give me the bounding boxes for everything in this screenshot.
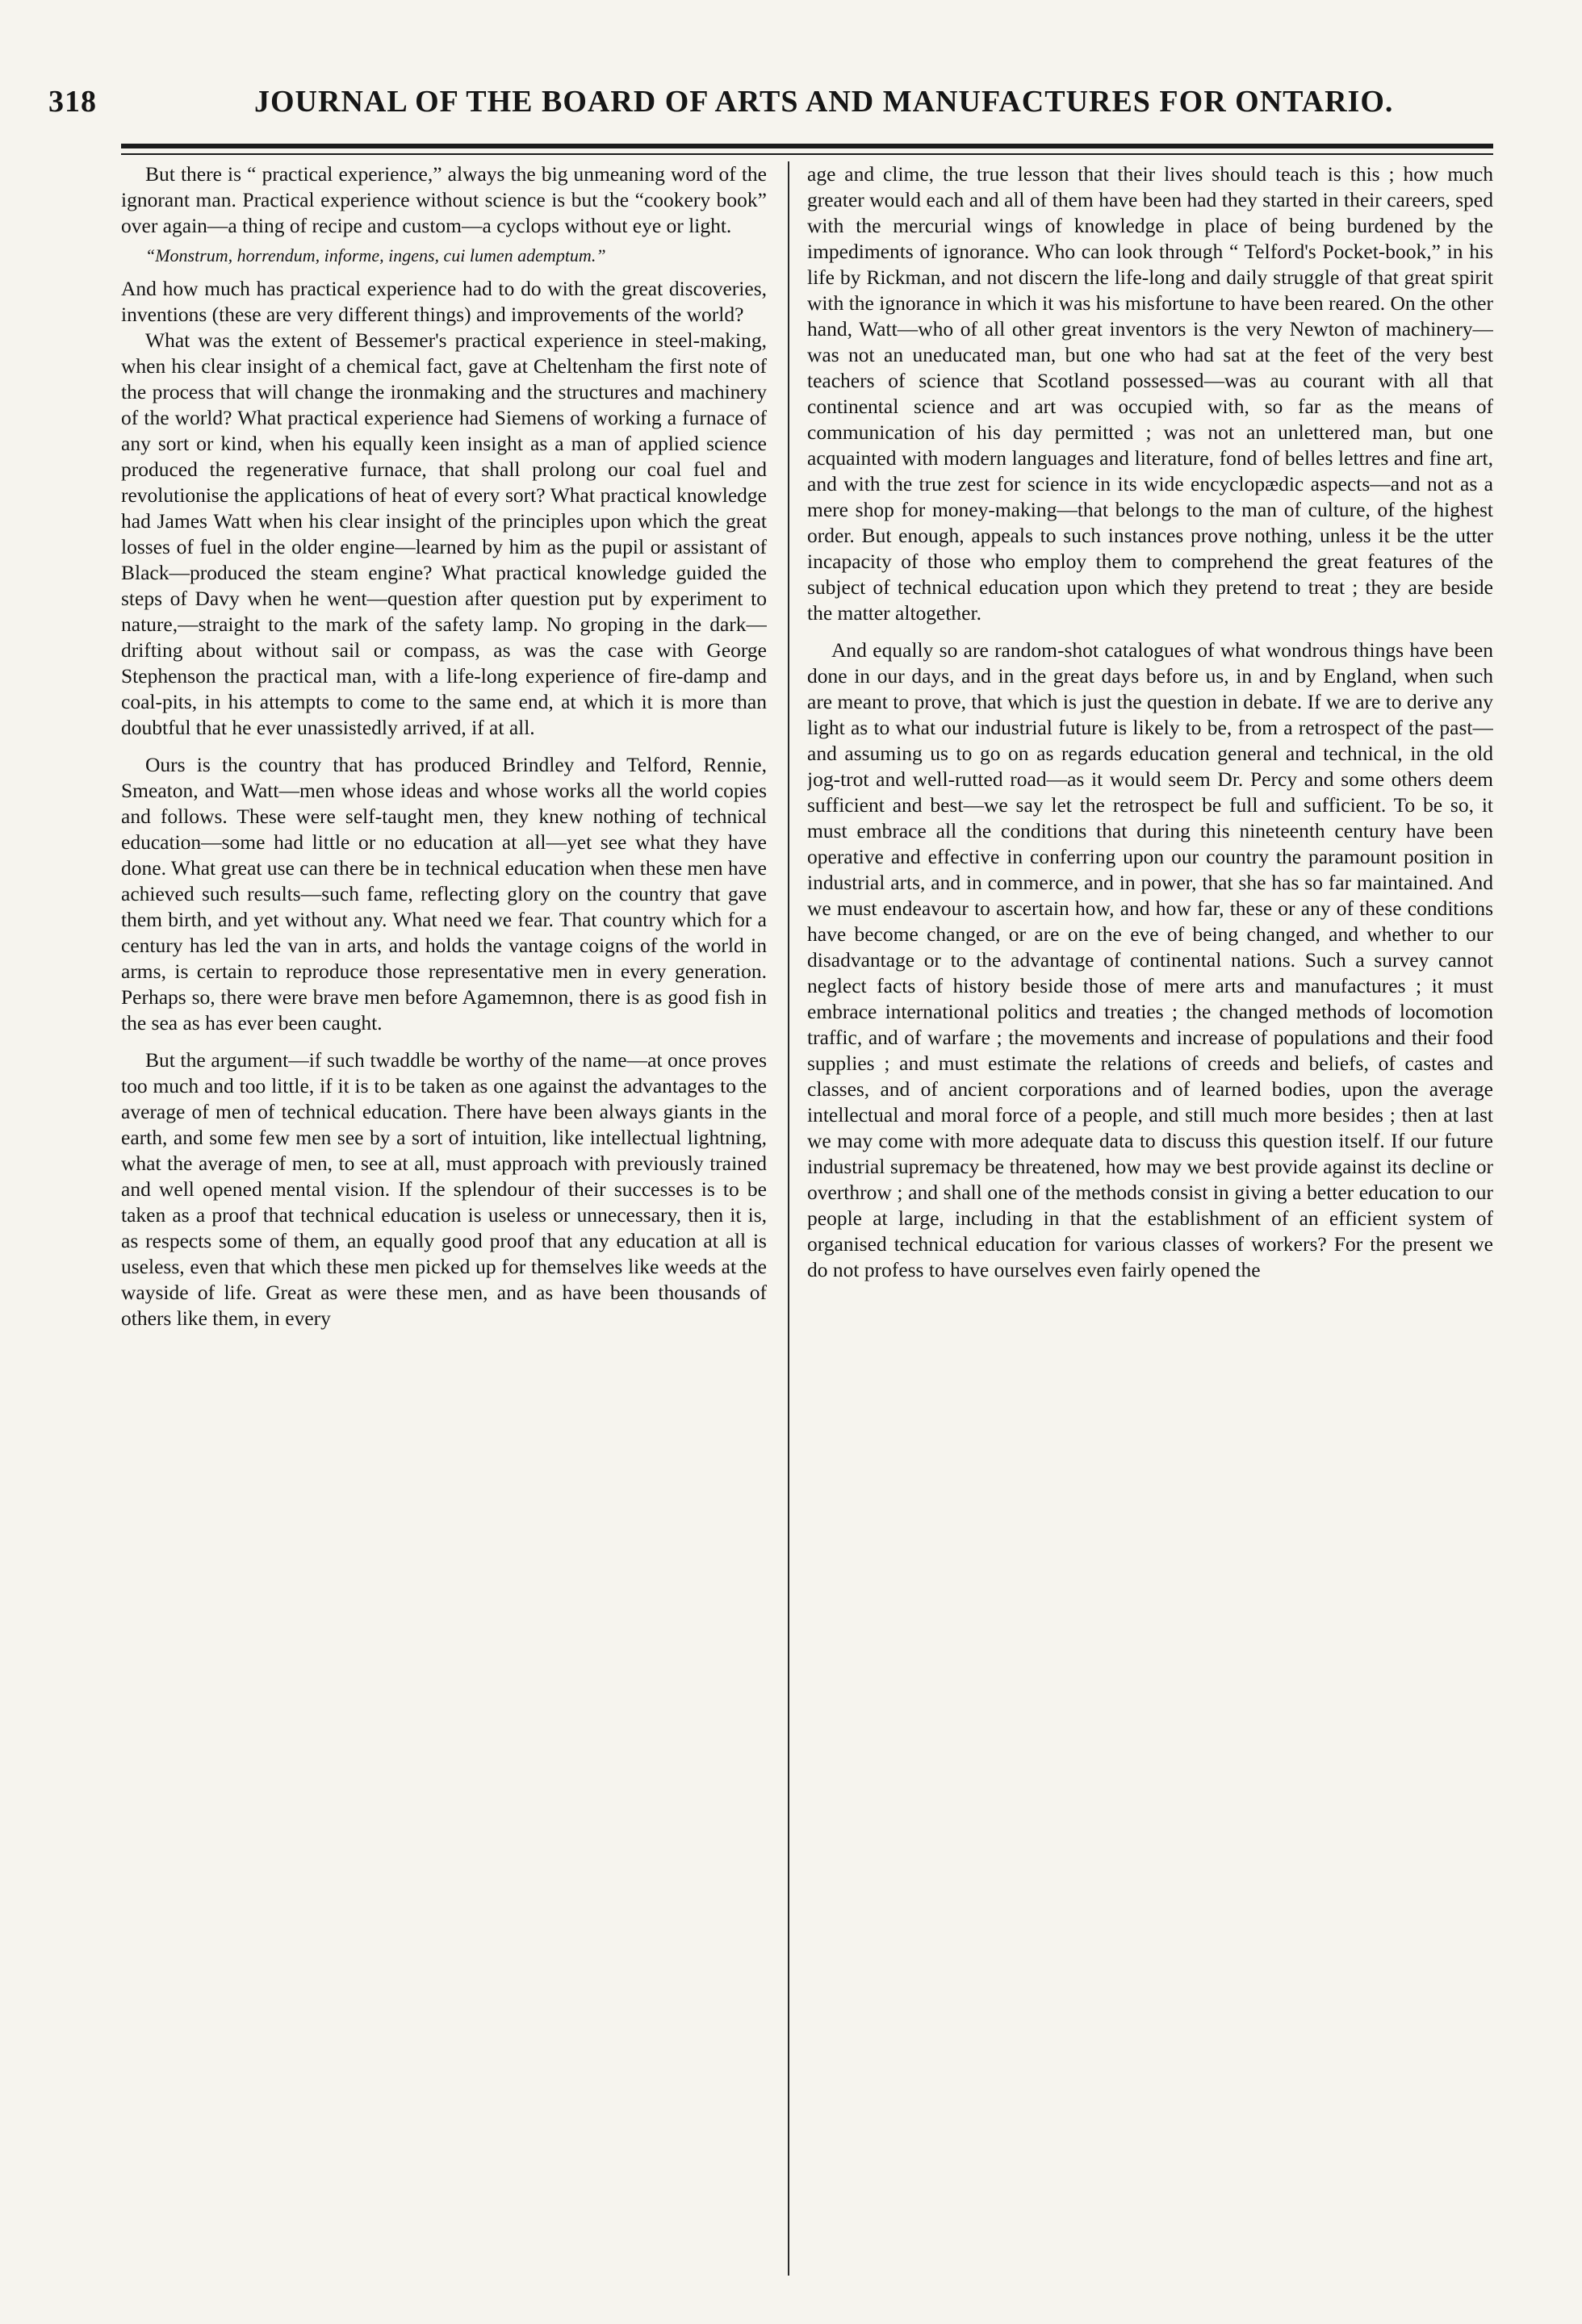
right-column: [807, 161, 1493, 2284]
page-number: 318: [48, 85, 97, 119]
paragraph: Ours is the country that has produced Brindley and Telford, Rennie, Smeaton, and Watt—men whose ideas and whose works all the world copies and follows. These were self-taught men, they knew nothing of technical education—some had little or no education at all—yet see what they have done. What great use can there be in technical education when these men have achieved such results—such fame, reflecting glory on the country that gave them birth, and yet without any. What need we fear. That country which for a century has led the van in arts, and holds the vantage coigns of the world in arms, is certain to reproduce those representative men in every generation. Perhaps so, there were brave men before Agamemnon, there is as good fish in the sea as has ever been caught.: [121, 753, 767, 1035]
running-header: [48, 84, 1501, 132]
paragraph: And equally so are random-shot catalogues of what wondrous things have been done in our days, and in the great days before us, in and by England, when such are meant to prove, that which is just the question in debate. If we are to derive any light as to what our industrial future is likely to be, from a retrospect of the past—and assuming us to go on as regards education general and technical, in the old jog-trot and well-rutted road—as it would seem Dr. Percy and some others deem sufficient and best—we say let the retrospect be full and sufficient. To be so, it must embrace all the conditions that during this nineteenth century have been operative and effective in conferring upon our country the paramount position in industrial arts, and in commerce, and in power, that she has so far maintained. And we must endeavour to ascertain how, and how far, these or any of these conditions have become changed, or are on the eve of being changed, and whether to our disadvantage or to the advantage of continental nations. Such a survey cannot neglect facts of history beside those of mere arts and manufactures ; it must embrace international politics and treaties ; the changed methods of locomotion traffic, and of warfare ; the movements and increase of populations and their food supplies ; and must estimate the relations of creeds and beliefs, of castes and classes, and of ancient corporations and of learned bodies, upon the average intellectual and moral force of a people, and still much more besides ; then at last we may come with more adequate data to discuss this question itself. If our future industrial supremacy be threatened, how may we best provide against its decline or overthrow ; and shall one of the methods consist in giving a better education to our people at large, including in that the establishment of an efficient system of organised technical education for various classes of workers? For the present we do not profess to have ourselves even fairly opened the: [807, 638, 1493, 1281]
header-thin-rule: [121, 153, 1493, 155]
paragraph: What was the extent of Bessemer's practical experience in steel-making, when his clear insight of a chemical fact, gave at Cheltenham the first note of the process that will change the ironmaking and the structures and machinery of the world? What practical experience had Siemens of working a furnace of any sort or kind, when his equally keen insight as a man of applied science produced the regenerative furnace, that shall prolong our coal fuel and revolutionise the applications of heat of every sort? What practical knowledge had James Watt when his clear insight of the principles upon which the great losses of fuel in the older engine—learned by him as the pupil or assistant of Black—produced the steam engine? What practical knowledge guided the steps of Davy when he went—question after question put by experiment to nature,—straight to the mark of the safety lamp. No groping in the dark—drifting about without sail or compass, as was the case with George Stephenson the practical man, with a life-long experience of fire-damp and coal-pits, in his attempts to come to the same end, at which it is more than doubtful that he ever unassistedly arrived, if at all.: [121, 328, 767, 739]
paragraph: But the argument—if such twaddle be worthy of the name—at once proves too much and too little, if it is to be taken as one against the advantages to the average of men of technical education. There have been always giants in the earth, and some few men see by a sort of intuition, like intellectual lightning, what the average of men, to see at all, must approach with previously trained and well opened mental vision. If the splendour of their successes is to be taken as a proof that technical education is useless or unnecessary, then it is, as respects some of them, an equally good proof that any education at all is useless, even that which these men picked up for themselves like weeds at the wayside of life. Great as were these men, and as have been thousands of others like them, in every: [121, 1048, 767, 1330]
paragraph: And how much has practical experience had to do with the great discoveries, inventions (these are very different things) and improvements of the world?: [121, 277, 767, 326]
journal-title: JOURNAL OF THE BOARD OF ARTS AND MANUFACTURES FOR ONTARIO.: [254, 85, 1394, 119]
column-divider: [788, 161, 789, 2276]
left-column: [121, 161, 767, 2284]
paragraph: age and clime, the true lesson that their lives should teach is this ; how much greater would each and all of them have been had they started in their careers, sped with the mercurial wings of knowledge in place of being burdened by the impediments of ignorance. Who can look through “ Telford's Pocket-book,” in his life by Rickman, and not discern the life-long and daily struggle of that great spirit with the ignorance in which it was his misfortune to have been reared. On the other hand, Watt—who of all other great inventors is the very Newton of machinery—was not an uneducated man, but one who had sat at the feet of the very best teachers of science that Scotland possessed—was au courant with all that continental science and art was occupied with, so far as the means of communication of his day permitted ; was not an unlettered man, but one acquainted with modern languages and literature, fond of belles lettres and fine art, and with the true zest for science in its wide encyclopædic aspects—and not as a mere shop for money-making—that belongs to the man of culture, of the highest order. But enough, appeals to such instances prove nothing, unless it be the utter incapacity of those who employ them to comprehend the great features of the subject of technical education upon which they pretend to treat ; they are beside the matter altogether.: [807, 162, 1493, 625]
latin-quotation: “Monstrum, horrendum, informe, ingens, cui lumen ademptum.”: [145, 245, 606, 265]
header-thick-rule: [121, 144, 1493, 148]
paragraph: But there is “ practical experience,” always the big unmeaning word of the ignorant man. Practical experience without science is but the “cookery book” over again—a thing of recipe and custom—a cyclops without eye or light.: [121, 162, 767, 237]
